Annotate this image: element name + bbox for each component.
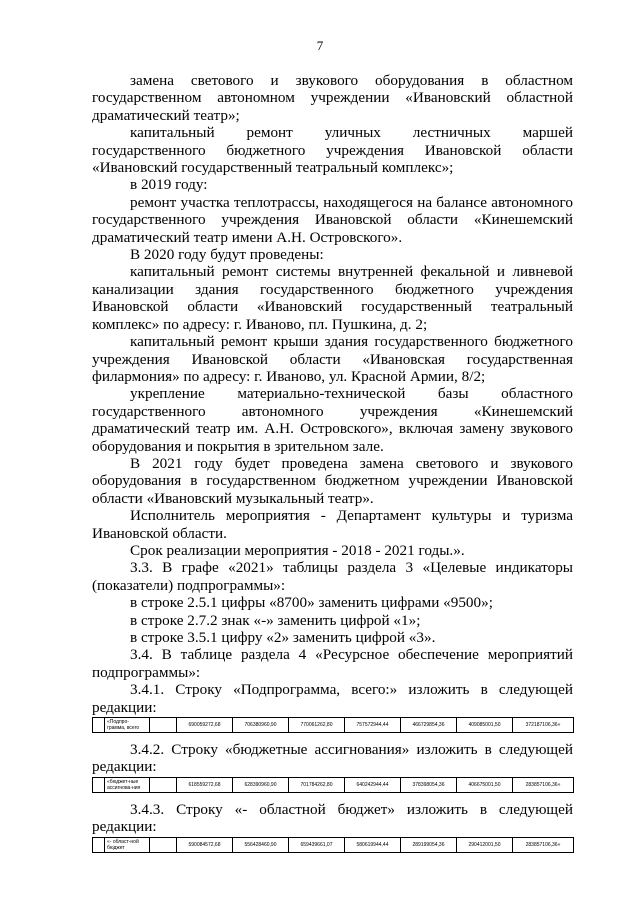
row-label-cell: «- област-ной бюджет — [105, 837, 150, 852]
value-cell: 406675001,50 — [457, 777, 513, 792]
value-cell: 378398054,36 — [401, 777, 457, 792]
value-cell: 580619944,44 — [345, 837, 401, 852]
paragraph: в строке 2.5.1 цифры «8700» заменить цифрами «9500»; — [130, 594, 493, 612]
value-cell: 690059272,68 — [177, 718, 233, 733]
table-row — [93, 837, 574, 852]
amendment-heading: 3.4.1. Строку «Подпрограмма, всего:» изложить в следующей редакции: — [92, 681, 573, 716]
paragraph: ремонт участка теплотрассы, находящегося на балансе автономного государственного учреждения Ивановской области «Кинешемский драматический театр имени А.Н. Островского». — [92, 193, 573, 246]
value-cell: 618559272,68 — [177, 777, 233, 792]
value-cell: 283857106,36» — [513, 777, 574, 792]
budget-row-table — [92, 717, 574, 733]
value-cell: 757572944,44 — [345, 718, 401, 733]
row-label-cell: «Подпро-грамма, всего — [105, 718, 150, 733]
value-cell: 283857106,36» — [513, 837, 574, 852]
paragraph: В 2021 году будет проведена замена светового и звукового оборудования в государственном бюджетном учреждении Ивановской области «Ивановский музыкальный театр». — [92, 454, 573, 507]
table-cell — [150, 837, 177, 852]
value-cell: 590084572,68 — [177, 837, 233, 852]
table-row — [93, 718, 574, 733]
paragraph: в 2019 году: — [130, 176, 208, 194]
table-cell — [93, 777, 105, 792]
value-cell: 628390960,90 — [233, 777, 289, 792]
paragraph: 3.3. В графе «2021» таблицы раздела 3 «Целевые индикаторы (показатели) подпрограммы»: — [92, 559, 573, 594]
paragraph: капитальный ремонт уличных лестничных маршей государственного бюджетного учреждения Ивановской области «Ивановский государственный театральный комплекс»; — [92, 124, 573, 177]
table-cell — [150, 718, 177, 733]
paragraph: В 2020 году будут проведены: — [130, 246, 324, 264]
table-cell — [93, 837, 105, 852]
paragraph: в строке 2.7.2 знак «-» заменить цифрой «1»; — [130, 611, 421, 629]
paragraph: укрепление материально-технической базы областного государственного автономного учреждения «Кинешемский драматический театр им. А.Н. Островского», включая замену звукового оборудования и покрытия в зрительном зале. — [92, 385, 573, 455]
table-row — [93, 777, 574, 792]
paragraph: капитальный ремонт системы внутренней фекальной и ливневой канализации здания государственного бюджетного учреждения Ивановской области «Ивановский государственный театральный комплекс» по адресу: г. Иваново, пл. Пушкина, д. 2; — [92, 263, 573, 333]
paragraph: Срок реализации мероприятия - 2018 - 2021 годы.». — [130, 541, 465, 559]
document-body — [92, 72, 573, 853]
value-cell: 770061262,80 — [289, 718, 345, 733]
value-cell: 290412001,50 — [457, 837, 513, 852]
value-cell: 289199054,36 — [401, 837, 457, 852]
paragraph: капитальный ремонт крыши здания государственного бюджетного учреждения Ивановской области «Ивановская государственная филармония» по адресу: г. Иваново, ул. Красной Армии, 8/2; — [92, 333, 573, 385]
page-number: 7 — [316, 38, 324, 53]
paragraph: Исполнитель мероприятия - Департамент культуры и туризма Ивановской области. — [92, 507, 573, 542]
value-cell: 556428460,90 — [233, 837, 289, 852]
paragraph: 3.4. В таблице раздела 4 «Ресурсное обеспечение мероприятий подпрограммы»: — [92, 646, 573, 681]
value-cell: 706380960,90 — [233, 718, 289, 733]
value-cell: 701784262,80 — [289, 777, 345, 792]
value-cell: 659439661,07 — [289, 837, 345, 852]
row-label-cell: «бюджет-ные ассигнова-ния — [105, 777, 150, 792]
amendment-heading: 3.4.3. Строку «- областной бюджет» изложить в следующей редакции: — [92, 800, 573, 836]
value-cell: 640242944,44 — [345, 777, 401, 792]
paragraph: в строке 3.5.1 цифру «2» заменить цифрой «3». — [130, 629, 436, 646]
budget-row-table — [92, 777, 574, 793]
table-cell — [150, 777, 177, 792]
budget-row-table — [92, 837, 574, 853]
table-cell — [93, 718, 105, 733]
paragraph: замена светового и звукового оборудования в областном государственном автономном учреждении «Ивановский областной драматический театр»; — [92, 72, 573, 124]
value-cell: 372187106,36» — [513, 718, 574, 733]
amendment-heading: 3.4.2. Строку «бюджетные ассигнования» изложить в следующей редакции: — [92, 741, 573, 776]
value-cell: 466729854,36 — [401, 718, 457, 733]
value-cell: 409085001,50 — [457, 718, 513, 733]
